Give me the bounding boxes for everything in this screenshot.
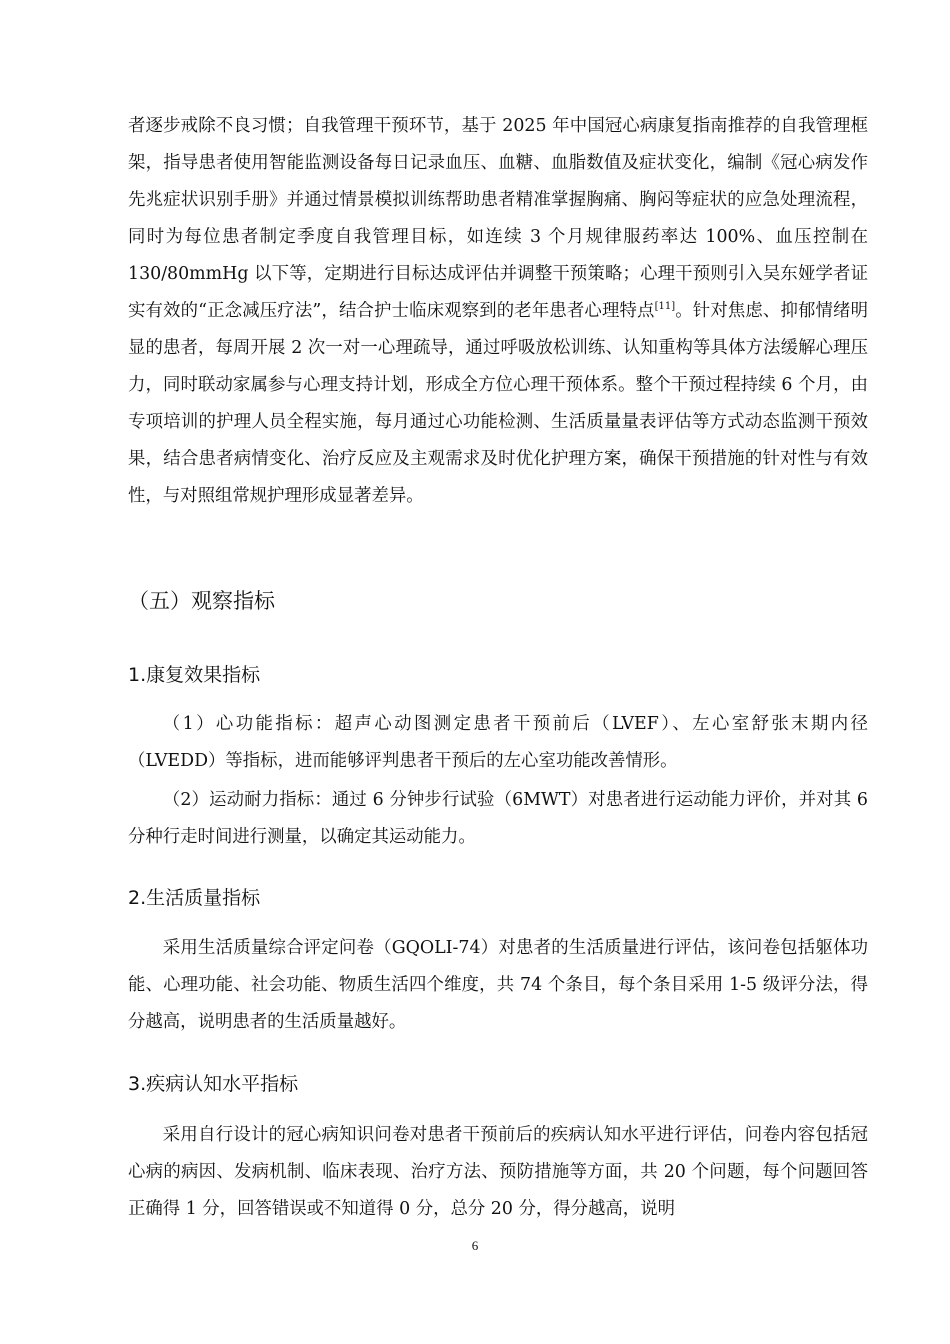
paragraph-exercise-tolerance: （2）运动耐力指标：通过 6 分钟步行试验（6MWT）对患者进行运动能力评价，并对其 6 分种行走时间进行测量，以确定其运动能力。 (128, 790, 868, 847)
paragraph-cognition-questionnaire: 采用自行设计的冠心病知识问卷对患者干预前后的疾病认知水平进行评估，问卷内容包括冠心病的病因、发病机制、临床表现、治疗方法、预防措施等方面，共 20 个问题，每个问题回答正确得 1 分，回答错误或不知道得 0 分，总分 20 分，得分越高，说明 (128, 1125, 868, 1219)
subheading-quality-of-life: 2.生活质量指标 (128, 887, 261, 909)
section-heading-observation: （五）观察指标 (128, 589, 275, 613)
paragraph-gqoli: 采用生活质量综合评定问卷（GQOLI-74）对患者的生活质量进行评估，该问卷包括躯体功能、心理功能、社会功能、物质生活四个维度，共 74 个条目，每个条目采用 1-5 级评分法，得分越高，说明患者的生活质量越好。 (128, 938, 868, 1032)
paragraph-cardiac-function: （1）心功能指标：超声心动图测定患者干预前后（LVEF）、左心室舒张末期内径（LVEDD）等指标，进而能够评判患者干预后的左心室功能改善情形。 (128, 714, 868, 771)
paragraph-intervention-continued (128, 108, 868, 515)
subheading-disease-cognition: 3.疾病认知水平指标 (128, 1073, 299, 1095)
citation-ref: [11] (654, 301, 676, 313)
subheading-rehab-effect: 1.康复效果指标 (128, 664, 261, 686)
paragraph-text-cont: 。针对焦虑、抑郁情绪明显的患者，每周开展 2 次一对一心理疏导，通过呼吸放松训练、认知重构等具体方法缓解心理压力，同时联动家属参与心理支持计划，形成全方位心理干预体系。整个干预过程持续 6 个月，由专项培训的护理人员全程实施，每月通过心功能检测、生活质量量表评估等方式动态监测干预效果，结合患者病情变化、治疗反应及主观需求及时优化护理方案，确保干预措施的针对性与有效性，与对照组常规护理形成显著差异。 (128, 301, 868, 506)
paragraph-text: 者逐步戒除不良习惯；自我管理干预环节，基于 2025 年中国冠心病康复指南推荐的自我管理框架，指导患者使用智能监测设备每日记录血压、血糖、血脂数值及症状变化，编制《冠心病发作先兆症状识别手册》并通过情景模拟训练帮助患者精准掌握胸痛、胸闷等症状的应急处理流程，同时为每位患者制定季度自我管理目标，如连续 3 个月规律服药率达 100%、血压控制在 130/80mmHg 以下等，定期进行目标达成评估并调整干预策略；心理干预则引入吴东娅学者证实有效的“正念减压疗法”，结合护士临床观察到的老年患者心理特点 (128, 116, 868, 321)
page-number: 6 (471, 1238, 479, 1253)
